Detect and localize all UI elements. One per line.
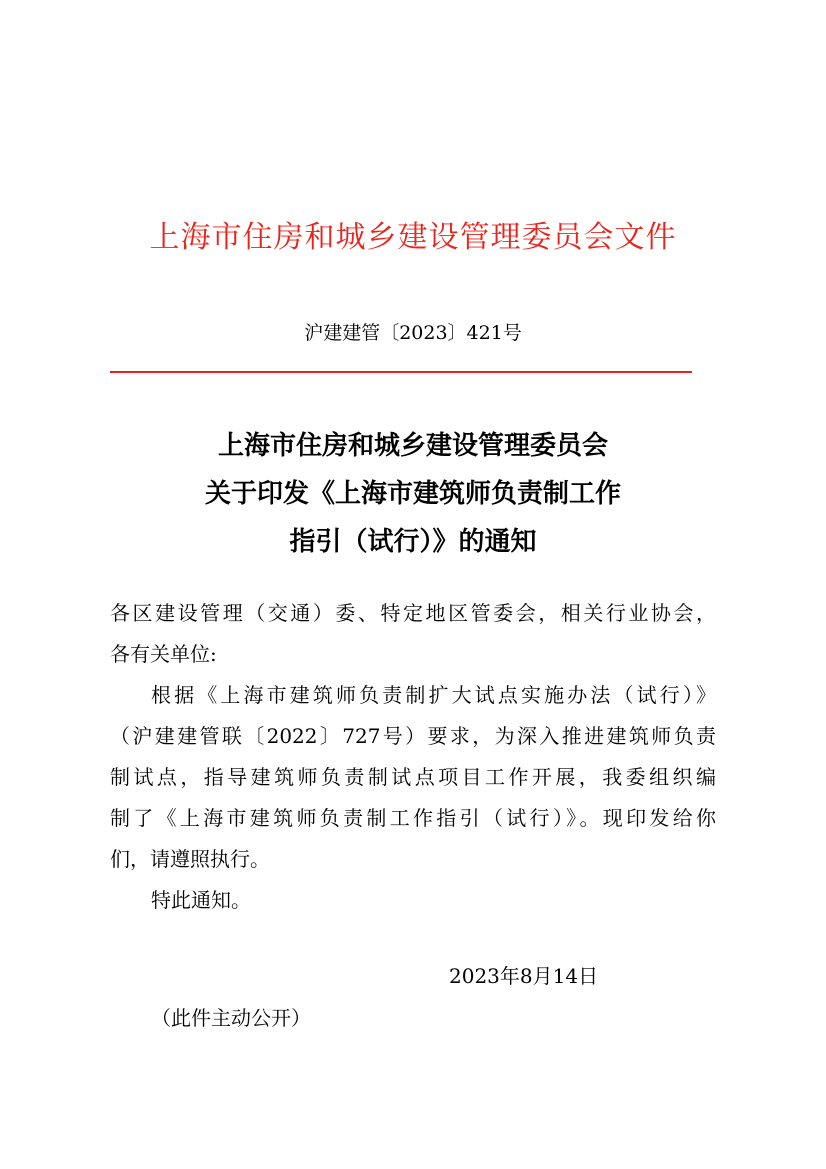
- addressee-line-1: 各区建设管理（交通）委、特定地区管委会，相关行业协会，: [110, 601, 716, 625]
- title-line-3: 指引（试行）》的通知: [289, 527, 537, 557]
- title-line-1: 上海市住房和城乡建设管理委员会: [217, 431, 608, 461]
- paragraph-line-5: 们，请遵照执行。: [110, 847, 270, 871]
- closing-remark: 特此通知。: [151, 888, 251, 912]
- issue-date: 2023年8月14日: [449, 964, 599, 988]
- paragraph-line-1: 根据《上海市建筑师负责制扩大试点实施办法（试行）》: [151, 683, 716, 707]
- addressee-line-2: 各有关单位:: [110, 642, 217, 666]
- title-line-2: 关于印发《上海市建筑师负责制工作: [204, 479, 621, 509]
- paragraph-line-4: 制了《上海市建筑师负责制工作指引（试行）》。现印发给你: [110, 806, 716, 830]
- disclosure-note: （此件主动公开）: [151, 1006, 311, 1030]
- paragraph-line-3: 制试点，指导建筑师负责制试点项目工作开展，我委组织编: [110, 765, 716, 789]
- red-divider: [110, 371, 692, 373]
- paragraph-line-2: （沪建建管联〔2022〕727号）要求，为深入推进建筑师负责: [110, 724, 716, 748]
- issuer-banner: 上海市住房和城乡建设管理委员会文件: [149, 220, 677, 255]
- document-number: 沪建建管〔2023〕421号: [304, 322, 522, 344]
